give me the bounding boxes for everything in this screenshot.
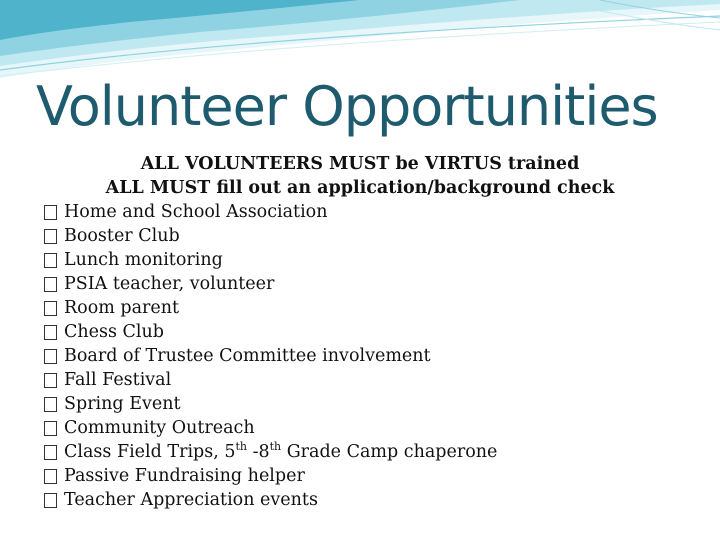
- requirements-notice: [0, 152, 720, 200]
- square-bullet-icon: [44, 277, 57, 292]
- list-item: [44, 224, 497, 248]
- list-item-label: Chess Club: [64, 322, 165, 342]
- list-item: [44, 464, 497, 488]
- list-item-label: [64, 440, 497, 464]
- square-bullet-icon: [44, 229, 57, 244]
- square-bullet-icon: [44, 397, 57, 412]
- square-bullet-icon: [44, 253, 57, 268]
- list-item: [44, 344, 497, 368]
- list-item: [44, 488, 497, 512]
- list-item-label: PSIA teacher, volunteer: [64, 274, 275, 294]
- ordinal-suffix: th: [269, 440, 282, 454]
- list-item: [44, 200, 497, 224]
- opportunities-list: [44, 200, 497, 512]
- list-item-field-trips: [44, 440, 497, 464]
- list-item-label: Lunch monitoring: [64, 250, 223, 270]
- list-item: [44, 320, 497, 344]
- list-item: [44, 272, 497, 296]
- list-item: [44, 296, 497, 320]
- ordinal-suffix: th: [235, 440, 247, 454]
- notice-line: ALL VOLUNTEERS MUST be VIRTUS trained: [140, 154, 580, 174]
- square-bullet-icon: [44, 469, 57, 484]
- list-item-label: Room parent: [64, 298, 180, 318]
- square-bullet-icon: [44, 421, 57, 436]
- notice-line: ALL MUST fill out an application/background check: [105, 178, 615, 198]
- field-trips-text: Grade Camp chaperone: [281, 442, 498, 462]
- list-item-label: Passive Fundraising helper: [64, 466, 305, 486]
- square-bullet-icon: [44, 325, 57, 340]
- list-item: [44, 392, 497, 416]
- list-item-label: Teacher Appreciation events: [64, 490, 318, 510]
- list-item-label: Board of Trustee Committee involvement: [64, 346, 431, 366]
- list-item-label: Spring Event: [64, 394, 181, 414]
- list-item-label: Booster Club: [64, 226, 180, 246]
- square-bullet-icon: [44, 493, 57, 508]
- page-title: Volunteer Opportunities: [36, 75, 658, 138]
- list-item-label: Home and School Association: [64, 202, 328, 222]
- square-bullet-icon: [44, 349, 57, 364]
- list-item-label: Community Outreach: [64, 418, 255, 438]
- list-item: [44, 248, 497, 272]
- square-bullet-icon: [44, 373, 57, 388]
- list-item-label: Fall Festival: [64, 370, 172, 390]
- list-item: [44, 368, 497, 392]
- list-item: [44, 416, 497, 440]
- field-trips-text: Class Field Trips, 5: [64, 442, 236, 462]
- square-bullet-icon: [44, 445, 57, 460]
- square-bullet-icon: [44, 301, 57, 316]
- field-trips-text: -8: [247, 442, 270, 462]
- square-bullet-icon: [44, 205, 57, 220]
